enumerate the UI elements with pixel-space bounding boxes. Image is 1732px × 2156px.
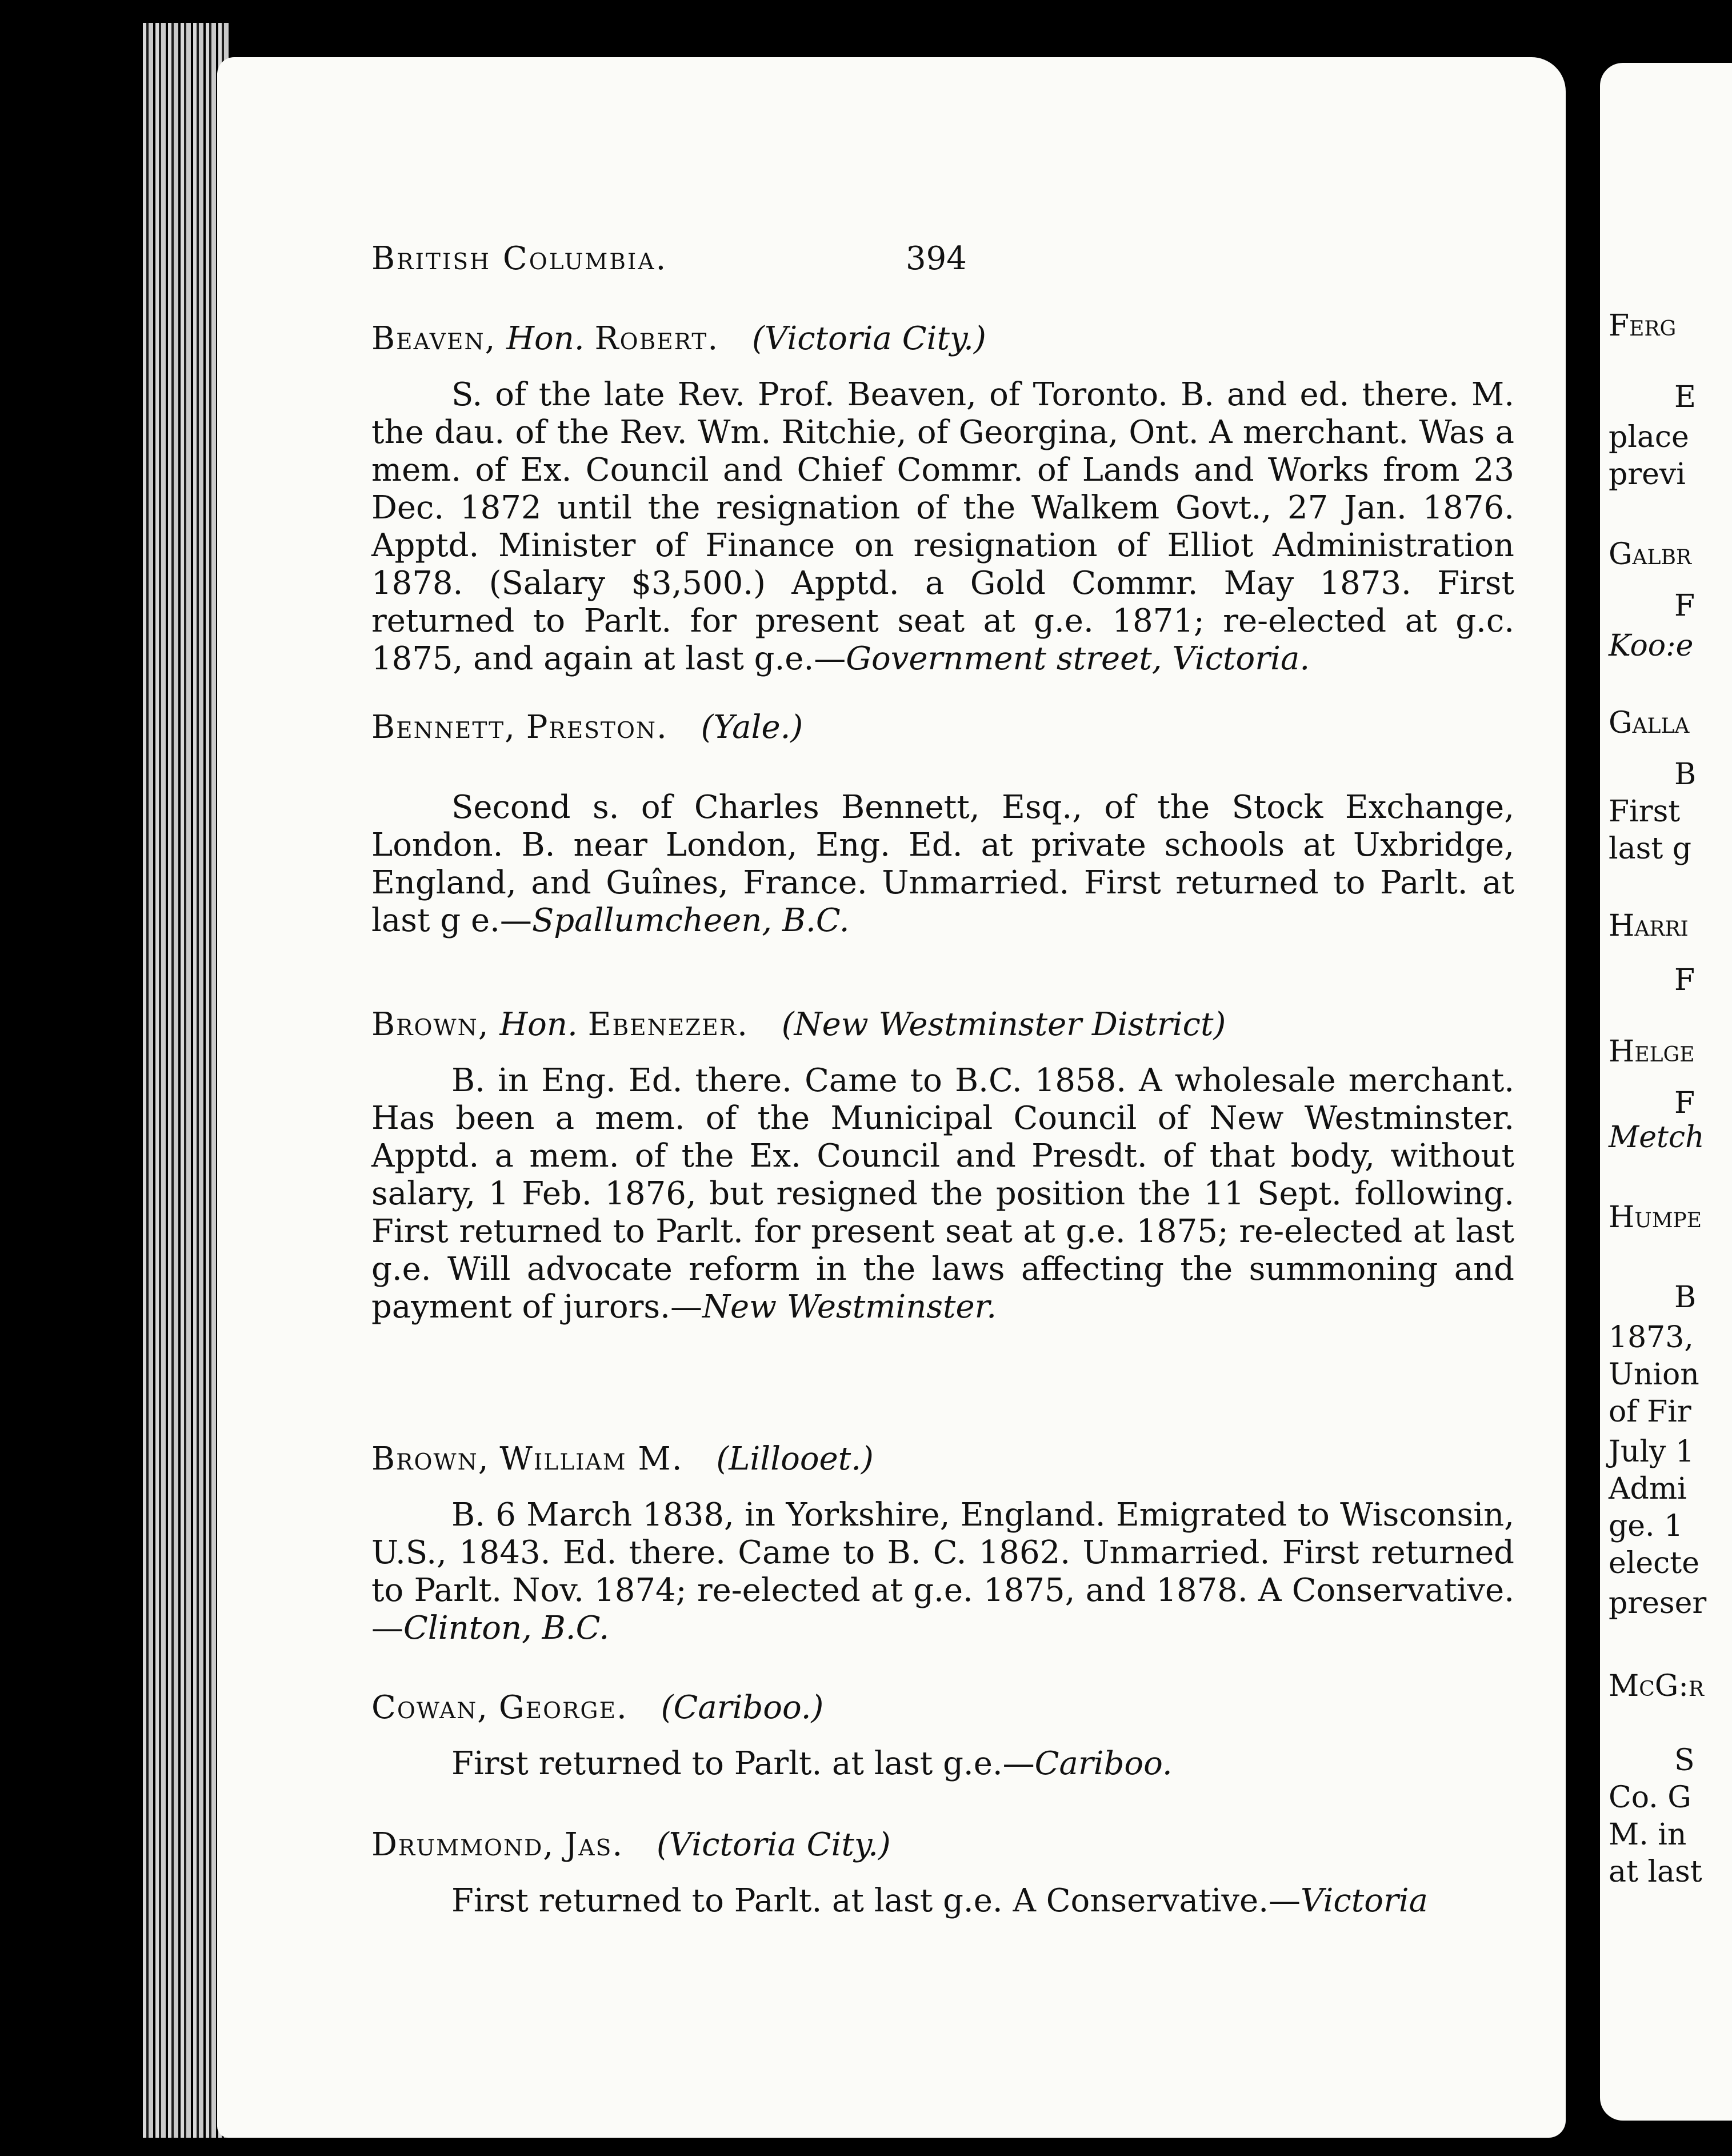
- entry-honorific: Hon.: [506, 320, 585, 357]
- entry-body: [371, 789, 1514, 940]
- entry-surname: Drummond,: [371, 1826, 555, 1863]
- facing-page-fragment: place: [1609, 420, 1689, 454]
- entry-body: [371, 1882, 1514, 1920]
- entry-address: New Westminster.: [702, 1288, 997, 1325]
- entry-brown-ebenezer: [371, 1006, 1514, 1326]
- entry-surname: Bennett,: [371, 709, 516, 746]
- entry-surname: Brown,: [371, 1440, 490, 1478]
- facing-page-fragment: last g: [1609, 832, 1692, 866]
- facing-page-fragment: Galbr: [1609, 537, 1692, 572]
- entry-text: First returned to Parlt. at last g.e. A Conservative.—: [451, 1882, 1301, 1919]
- entry-honorific: Hon.: [499, 1006, 578, 1043]
- entry-body: [371, 1062, 1514, 1326]
- page-header: [371, 240, 1514, 286]
- facing-page-fragment: Koo:e: [1609, 629, 1694, 663]
- entry-given-name: Jas.: [564, 1826, 624, 1863]
- entry-address: Government street, Victoria.: [846, 640, 1310, 677]
- entry-bennett: [371, 709, 1514, 940]
- facing-page: [1600, 63, 1732, 2121]
- facing-page-fragment: B: [1674, 1280, 1697, 1315]
- entry-district: (Victoria City.): [752, 320, 986, 357]
- entry-heading: [371, 1440, 1514, 1486]
- entry-address: Spallumcheen, B.C.: [531, 902, 850, 939]
- facing-page-fragment: electe: [1609, 1546, 1699, 1580]
- facing-page-fragment: B: [1674, 757, 1697, 792]
- facing-page-fragment: at last: [1609, 1855, 1702, 1889]
- entry-surname: Brown,: [371, 1006, 490, 1043]
- book-spine-edge: [143, 23, 229, 2138]
- entry-heading: [371, 709, 1514, 754]
- page-number: 394: [906, 240, 967, 277]
- entry-given-name: George.: [498, 1689, 628, 1726]
- entry-address: Cariboo.: [1034, 1745, 1173, 1782]
- entry-surname: Cowan,: [371, 1689, 489, 1726]
- facing-page-fragment: Metch: [1609, 1120, 1705, 1155]
- facing-page-fragment: E: [1674, 380, 1696, 414]
- facing-page-fragment: Harri: [1609, 909, 1689, 943]
- facing-page-fragment: F: [1674, 1086, 1695, 1120]
- entry-given-name: Ebenezer.: [587, 1006, 749, 1043]
- facing-page-fragment: July 1: [1609, 1435, 1694, 1469]
- entry-text: S. of the late Rev. Prof. Beaven, of Toronto. B. and ed. there. M. the dau. of the Rev. Wm. Ritchie, of Georgina, Ont. A merchant. Was a mem. of Ex. Council and Chief Commr. of Lands and Works from 23 Dec. 1872 until the resignation of the Walkem Govt., 27 Jan. 1876. Apptd. Minister of Finance on resignation of Elliot Administration 1878. (Salary $3,500.) Apptd. a Gold Commr. May 1873. First returned to Parlt. for present seat at g.e. 1871; re-elected at g.c. 1875, and again at last g.e.—: [371, 376, 1514, 677]
- facing-page-fragment: M. in: [1609, 1818, 1687, 1852]
- entry-district: (Yale.): [701, 709, 803, 746]
- facing-page-fragment: preser: [1609, 1586, 1707, 1620]
- entry-text: First returned to Parlt. at last g.e.—: [451, 1745, 1035, 1782]
- entry-brown-william: [371, 1440, 1514, 1647]
- facing-page-fragment: previ: [1609, 457, 1686, 492]
- facing-page-fragment: Galla: [1609, 706, 1690, 740]
- facing-page-fragment: Helge: [1609, 1035, 1695, 1069]
- facing-page-fragment: Ferg: [1609, 309, 1677, 343]
- facing-page-fragment: First: [1609, 794, 1681, 829]
- entry-body: [371, 1745, 1514, 1783]
- entry-heading: [371, 320, 1514, 366]
- entry-heading: [371, 1689, 1514, 1735]
- entry-given-name: William M.: [499, 1440, 683, 1478]
- facing-page-fragment: F: [1674, 589, 1695, 623]
- entry-cowan: [371, 1689, 1514, 1783]
- entry-district: (Cariboo.): [661, 1689, 824, 1726]
- facing-page-fragment: S: [1674, 1743, 1695, 1778]
- entry-address: Victoria: [1301, 1882, 1429, 1919]
- entry-text: B. 6 March 1838, in Yorkshire, England. Emigrated to Wisconsin, U.S., 1843. Ed. there. Came to B. C. 1862. Unmarried. First returned to Parlt. Nov. 1874; re-elected at g.e. 1875, and 1878. A Conservative.—: [371, 1496, 1514, 1647]
- entry-heading: [371, 1006, 1514, 1052]
- entry-text: B. in Eng. Ed. there. Came to B.C. 1858. A wholesale merchant. Has been a mem. of the Municipal Council of New Westminster. Apptd. a mem. of the Ex. Council and Presdt. of that body, without salary, 1 Feb. 1876, but resigned the position the 11 Sept. following. First returned to Parlt. for present seat at g.e. 1875; re-elected at last g.e. Will advocate reform in the laws affecting the summoning and payment of jurors.—: [371, 1062, 1514, 1325]
- entry-surname: Beaven,: [371, 320, 497, 357]
- facing-page-fragment: 1873,: [1609, 1320, 1694, 1355]
- entry-district: (Victoria City.): [656, 1826, 891, 1863]
- facing-page-fragment: McG:r: [1609, 1669, 1704, 1703]
- entry-given-name: Robert.: [594, 320, 719, 357]
- facing-page-fragment: Co. G: [1609, 1780, 1691, 1815]
- facing-page-fragment: Humpe: [1609, 1200, 1702, 1235]
- facing-page-fragment: Admi: [1609, 1472, 1687, 1506]
- facing-page-fragment: ge. 1: [1609, 1509, 1683, 1543]
- entry-heading: [371, 1826, 1514, 1872]
- entry-district: (Lillooet.): [716, 1440, 874, 1478]
- entry-address: Clinton, B.C.: [403, 1610, 610, 1647]
- entry-body: [371, 1496, 1514, 1647]
- entry-drummond: [371, 1826, 1514, 1920]
- entry-given-name: Preston.: [526, 709, 668, 746]
- facing-page-fragment: of Fir: [1609, 1395, 1691, 1429]
- facing-page-fragment: F: [1674, 963, 1695, 997]
- running-title: British Columbia.: [371, 240, 668, 277]
- entry-district: (New Westminster District): [781, 1006, 1226, 1043]
- entry-beaven: [371, 320, 1514, 678]
- entry-text: Second s. of Charles Bennett, Esq., of the Stock Exchange, London. B. near London, Eng. Ed. at private schools at Uxbridge, England, and Guînes, France. Unmarried. First returned to Parlt. at last g e.—: [371, 789, 1514, 939]
- entry-body: [371, 376, 1514, 678]
- facing-page-fragment: Union: [1609, 1358, 1699, 1392]
